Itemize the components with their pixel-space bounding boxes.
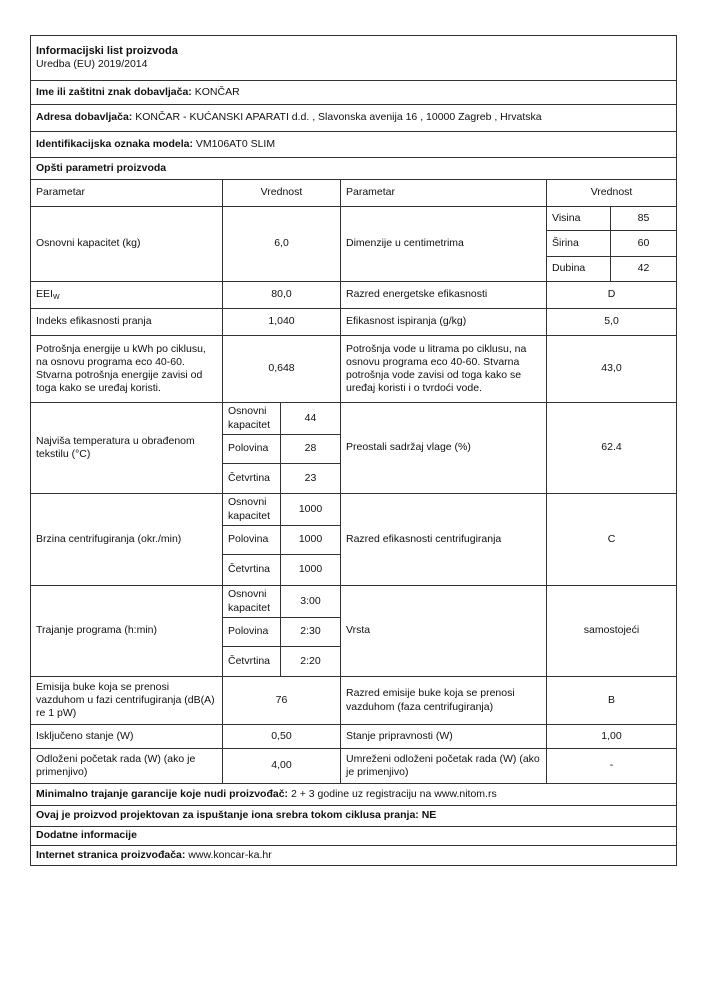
delay-start-value: 4,00 (223, 749, 341, 784)
delay-start-row (31, 749, 677, 784)
dur-full-label: Osnovni kapacitet (223, 586, 281, 618)
dur-quarter-value: 2:20 (281, 647, 341, 677)
standby-value: 1,00 (547, 725, 677, 749)
capacity-value: 6,0 (223, 207, 341, 282)
networked-delay-label: Umreženi odloženi početak rada (W) (ako je primenjivo) (341, 749, 547, 784)
warranty-label: Minimalno trajanje garancije koje nudi proizvođač: (36, 787, 289, 800)
website-label: Internet stranica proizvođača: (36, 848, 186, 861)
spin-half-label: Polovina (223, 526, 281, 555)
eei-row (31, 282, 677, 309)
section-title-row (31, 158, 677, 180)
dim-depth-label: Dubina (547, 257, 611, 282)
spin-quarter-value: 1000 (281, 555, 341, 586)
warranty-row (31, 784, 677, 806)
spin-class-value: C (547, 494, 677, 586)
capacity-label: Osnovni kapacitet (kg) (31, 207, 223, 282)
wash-index-label: Indeks efikasnosti pranja (31, 309, 223, 336)
capacity-row (31, 207, 677, 231)
delay-start-label: Odloženi početak rada (W) (ako je primenjivo) (31, 749, 223, 784)
water-consumption-label: Potrošnja vode u litrama po ciklusu, na osnovu programa eco 40-60. Stvarna potrošnja vode zavisi od toga kako se uređaj koristi i o tvrdoći vode. (341, 336, 547, 403)
website-value: www.koncar-ka.hr (188, 848, 272, 861)
website-row (31, 846, 677, 866)
supplier-address-row (31, 105, 677, 132)
noise-label: Emisija buke koja se prenosi vazduhom u fazi centrifugiranja (dB(A) re 1 pW) (31, 677, 223, 725)
duration-label: Trajanje programa (h:min) (31, 586, 223, 677)
noise-class-value: B (547, 677, 677, 725)
consumption-row (31, 336, 677, 403)
spin-quarter-label: Četvrtina (223, 555, 281, 586)
eei-label (31, 282, 223, 309)
model-label: Identifikacijska oznaka modela: (36, 137, 193, 150)
sheet-title: Informacijski list proizvoda (36, 44, 178, 57)
col-header-value: Vrednost (223, 180, 341, 207)
off-mode-value: 0,50 (223, 725, 341, 749)
power-modes-row (31, 725, 677, 749)
supplier-name-label: Ime ili zaštitni znak dobavljača: (36, 85, 192, 98)
duration-row (31, 586, 677, 618)
spin-label: Brzina centrifugiranja (okr./min) (31, 494, 223, 586)
dim-height-label: Visina (547, 207, 611, 231)
temperature-row (31, 403, 677, 435)
temp-full-label: Osnovni kapacitet (223, 403, 281, 435)
col-header-value-2: Vrednost (547, 180, 677, 207)
product-information-sheet (30, 35, 677, 866)
spin-half-value: 1000 (281, 526, 341, 555)
silver-ions-value: NE (421, 809, 437, 822)
networked-delay-value: - (547, 749, 677, 784)
moisture-value: 62.4 (547, 403, 677, 494)
temperature-label: Najviša temperatura u obrađenom tekstilu (°C) (31, 403, 223, 494)
dim-width-value: 60 (611, 231, 677, 257)
wash-index-value: 1,040 (223, 309, 341, 336)
noise-value: 76 (223, 677, 341, 725)
additional-info-row (31, 827, 677, 846)
temp-full-value: 44 (281, 403, 341, 435)
dimensions-label: Dimenzije u centimetrima (341, 207, 547, 282)
eei-label-text: EEI (36, 287, 53, 300)
column-header-row (31, 180, 677, 207)
warranty-value: 2 + 3 godine uz registraciju na www.nitom.rs (290, 787, 497, 800)
type-label: Vrsta (341, 586, 547, 677)
spin-full-value: 1000 (281, 494, 341, 526)
type-value: samostojeći (547, 586, 677, 677)
section-title: Opšti parametri proizvoda (36, 161, 167, 174)
temp-quarter-label: Četvrtina (223, 464, 281, 494)
supplier-address-value: KONČAR - KUĆANSKI APARATI d.d. , Slavonska avenija 16 , 10000 Zagreb , Hrvatska (135, 111, 542, 124)
temp-half-value: 28 (281, 435, 341, 464)
dur-quarter-label: Četvrtina (223, 647, 281, 677)
supplier-address-label: Adresa dobavljača: (36, 111, 133, 124)
spin-row (31, 494, 677, 526)
dim-depth-value: 42 (611, 257, 677, 282)
temp-half-label: Polovina (223, 435, 281, 464)
rinse-value: 5,0 (547, 309, 677, 336)
eei-subscript: W (52, 293, 60, 301)
energy-consumption-value: 0,648 (223, 336, 341, 403)
dur-full-value: 3:00 (281, 586, 341, 618)
energy-class-value: D (547, 282, 677, 309)
supplier-name-value: KONČAR (194, 85, 240, 98)
dur-half-value: 2:30 (281, 618, 341, 647)
model-value: VM106AT0 SLIM (195, 137, 276, 150)
header-row (31, 36, 677, 81)
eei-value: 80,0 (223, 282, 341, 309)
dur-half-label: Polovina (223, 618, 281, 647)
energy-consumption-label: Potrošnja energije u kWh po ciklusu, na osnovu programa eco 40-60. Stvarna potrošnja energije zavisi od toga kako se uređaj koristi. (31, 336, 223, 403)
col-header-param-2: Parametar (341, 180, 547, 207)
moisture-label: Preostali sadržaj vlage (%) (341, 403, 547, 494)
dim-width-label: Širina (547, 231, 611, 257)
col-header-param: Parametar (31, 180, 223, 207)
additional-info-label: Dodatne informacije (36, 829, 137, 842)
spin-class-label: Razred efikasnosti centrifugiranja (341, 494, 547, 586)
energy-class-label: Razred energetske efikasnosti (341, 282, 547, 309)
spin-full-label: Osnovni kapacitet (223, 494, 281, 526)
temp-quarter-value: 23 (281, 464, 341, 494)
water-consumption-value: 43,0 (547, 336, 677, 403)
noise-row (31, 677, 677, 725)
silver-ions-row (31, 806, 677, 827)
noise-class-label: Razred emisije buke koja se prenosi vazduhom (faza centrifugiranja) (341, 677, 547, 725)
off-mode-label: Isključeno stanje (W) (31, 725, 223, 749)
dim-height-value: 85 (611, 207, 677, 231)
supplier-name-row (31, 81, 677, 105)
rinse-label: Efikasnost ispiranja (g/kg) (341, 309, 547, 336)
model-row (31, 132, 677, 158)
wash-efficiency-row (31, 309, 677, 336)
silver-ions-label: Ovaj je proizvod projektovan za ispuštanje iona srebra tokom ciklusa pranja: (36, 809, 419, 822)
standby-label: Stanje pripravnosti (W) (341, 725, 547, 749)
regulation-reference: Uredba (EU) 2019/2014 (36, 58, 148, 71)
